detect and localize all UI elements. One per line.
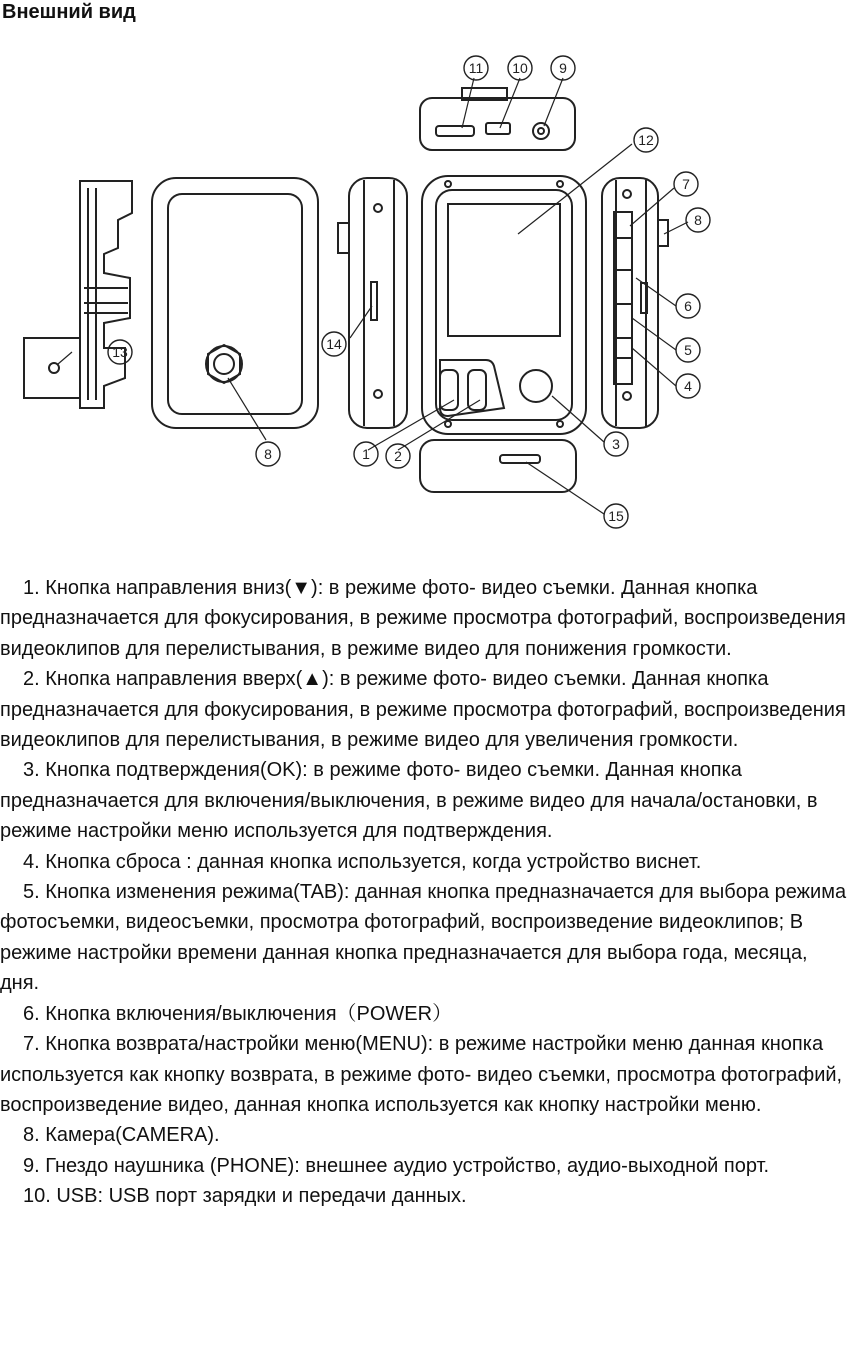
page-title: Внешний вид	[2, 1, 136, 23]
callout-12: 12	[638, 132, 654, 148]
callout-10: 10	[512, 60, 528, 76]
callout-14: 14	[326, 336, 342, 352]
top-view	[420, 88, 575, 150]
callout-15: 15	[608, 508, 624, 524]
callout-8-back: 8	[264, 446, 272, 462]
left-side-view	[338, 178, 407, 428]
bottom-view	[420, 440, 576, 492]
list-item: 1. Кнопка направления вниз(▼): в режиме фото- видео съемки. Данная кнопка предназначается для фокусирования, в режиме просмотра фотографий, воспроизведения видеоклипов для перелистывания, в режиме видео для понижения громкости.	[0, 577, 846, 660]
callout-9: 9	[559, 60, 567, 76]
callout-4: 4	[684, 378, 692, 394]
callout-6: 6	[684, 298, 692, 314]
clip-view	[24, 181, 132, 408]
callout-11: 11	[468, 60, 484, 76]
list-item: 3. Кнопка подтверждения(OK): в режиме фото- видео съемки. Данная кнопка предназначается для включения/выключения, в режиме видео для начала/остановки, в режиме настройки меню используется для подтверждения.	[0, 759, 818, 843]
list-item: 4. Кнопка сброса : данная кнопка используется, когда устройство виснет.	[23, 850, 702, 873]
callout-circles	[108, 56, 710, 528]
description-list	[0, 573, 848, 1212]
list-item: 9. Гнездо наушника (PHONE): внешнее аудио устройство, аудио-выходной порт.	[23, 1154, 769, 1177]
callout-5: 5	[684, 342, 692, 358]
list-item: 8. Камера(CAMERA).	[23, 1124, 220, 1147]
list-item: 5. Кнопка изменения режима(TAB): данная кнопка предназначается для выбора режима фотосъемки, видеосъемки, просмотра фотографий, воспроизведение видеоклипов; В режиме настройки времени данная кнопка предназначается для выбора года, месяца, дня.	[0, 881, 847, 995]
callout-7: 7	[682, 176, 690, 192]
right-side-view	[602, 178, 668, 428]
callout-13: 13	[112, 344, 128, 360]
callout-1: 1	[362, 446, 370, 462]
callout-3: 3	[612, 436, 620, 452]
list-item: 10. USB: USB порт зарядки и передачи данных.	[23, 1185, 467, 1208]
list-item: 6. Кнопка включения/выключения（POWER）	[23, 1002, 453, 1025]
callout-2: 2	[394, 448, 402, 464]
list-item: 7. Кнопка возврата/настройки меню(MENU): в режиме настройки меню данная кнопка используется как кнопку возврата, в режиме фото- видео съемки, просмотра фотографий, воспроизведение видео, данная кнопка используется как кнопку настройки меню.	[0, 1033, 843, 1116]
callout-8-side: 8	[694, 212, 702, 228]
device-diagram	[0, 48, 848, 548]
front-view	[422, 176, 586, 434]
list-item: 2. Кнопка направления вверх(▲): в режиме фото- видео съемки. Данная кнопка предназначается для фокусирования, в режиме просмотра фотографий, воспроизведения видеоклипов для перелистывания, в режиме видео для увеличения громкости.	[0, 668, 846, 752]
